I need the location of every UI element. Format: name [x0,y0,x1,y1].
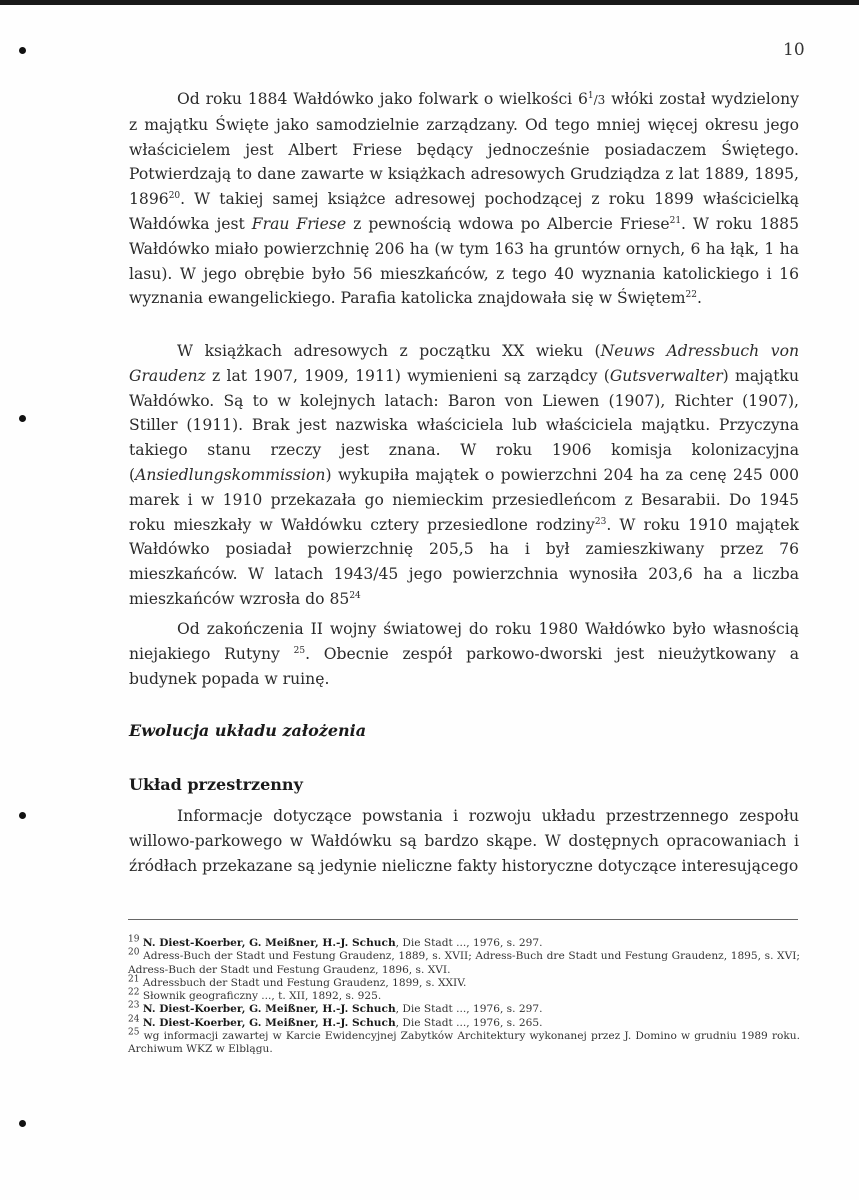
footnote-ref: 24 [349,590,361,601]
paragraph-2: W książkach adresowych z początku XX wieku (Neuws Adressbuch von Graudenz z lat 1907, 1909, 1911) wymienieni są zarządcy (Gutsverwalter) majątku Wałdówko. Są to w kolejnych latach: Baron von Liewen (1907), Richter (1907), Stiller (1911). Brak jest nazwiska właściciela lub właściciela majątku. Przyczyna takiego stanu rzeczy jest znana. W roku 1906 komisja kolonizacyjna (Ansiedlungskommission) wykupiła majątek o powierzchni 204 ha za cenę 245 000 marek i w 1910 przekazała go niemieckim przesiedleńcom z Besarabii. Do 1945 roku mieszkały w Wałdówku cztery przesiedlone rodziny$^{23}$. W roku 1910 majątek Wałdówko posiadał powierzchnię 205,5 ha i był zamieszkiwany przez 76 mieszkańców. W latach 1943/45 jego powierzchnia wynosiła 203,6 ha a liczba mieszkańców wzrosła do $85^{24}$ [129,342,800,608]
footnote-25: $^{25}$ wg informacji zawartej w Karcie Ewidencyjnej Zabytków Architektury wykonanej przez J. Domino w grudniu 1989 roku. Archiwum WKZ w Elblągu. [128,1027,800,1056]
binder-hole [19,47,26,54]
paragraph-4: Informacje dotyczące powstania i rozwoju układu przestrzennego zespołu willowo-parkowego w Wałdówku są bardzo skąpe. W dostępnych opracowaniach i źródłach przekazane są jedynie nieliczne fakty historyczne dotyczące interesującego [129,807,799,875]
section-heading: Ewolucja układu założenia [129,721,367,740]
paragraph-3: Od zakończenia II wojny światowej do roku 1980 Wałdówko było własnością niejakiego Rutyny $^{25}$. Obecnie zespół parkowo-dworski jest nieużytkowany a budynek popada w ruinę. [129,620,799,688]
footnote-20: $^{20}$ Adress-Buch der Stadt und Festung Graudenz, 1889, s. XVII; Adress-Buch dre Stadt und Festung Graudenz, 1895, s. XVI; Adress-Buch der Stadt und Festung Graudenz, 1896, s. XVI. [128,947,800,976]
footnote-ref: 25 [293,645,306,656]
binder-hole [19,415,26,422]
footnote-19: $^{19}$ N. Diest-Koerber, G. Meißner, H.-J. Schuch, Die Stadt ..., 1976, s. 297. [128,934,543,949]
binder-hole [19,812,26,819]
footnote-ref: 20 [168,191,181,201]
binder-hole [19,1120,26,1127]
footnote-21: $^{21}$ Adressbuch der Stadt und Festung Graudenz, 1899, s. XXIV. [128,974,467,989]
footnote-separator [128,919,798,920]
footnote-23: $^{23}$ N. Diest-Koerber, G. Meißner, H.-J. Schuch, Die Stadt ..., 1976, s. 297. [128,1000,543,1016]
footnote-ref: 22 [685,290,697,301]
footnote-24: $^{24}$ N. Diest-Koerber, G. Meißner, H.-J. Schuch, Die Stadt ..., 1976, s. 265. [128,1014,543,1029]
footnote-22: $^{22}$ Słownik geograficzny ..., t. XII, 1892, s. 925. [128,987,382,1003]
subsection-heading: Układ przestrzenny [129,775,303,794]
paragraph-1: Od roku 1884 Wałdówko jako folwark o wielkości $6^1/3$ włóki został wydzielony z majątku Święte jako samodzielnie zarządzany. Od tego mniej więcej okresu jego właścicielem jest Albert Friese będący jednocześnie posiadaczem Świętego. Potwierdzają to dane zawarte w książkach adresowych Grudziądza z lat 1889, 1895, 1896$^{20}$. W takiej samej książce adresowej pochodzącej z roku 1899 właścicielką Wałdówka jest Frau Friese z pewnością wdowa po Albercie Friese$^{21}$. W roku 1885 Wałdówko miało powierzchnię 206 ha (w tym 163 ha gruntów ornych, 6 ha łąk, 1 ha lasu). W jego obrębie było 56 mieszkańców, z tego 40 wyznania katolickiego i 16 wyznania ewangelickiego. Parafia katolicka znajdowała się w Świętem$^{22}$. [129,90,800,308]
scan-top-edge [0,0,859,5]
footnote-ref: 21 [669,215,682,226]
footnotes [128,934,800,1057]
footnote-ref: 23 [594,516,607,527]
page-number: 10 [783,40,805,60]
